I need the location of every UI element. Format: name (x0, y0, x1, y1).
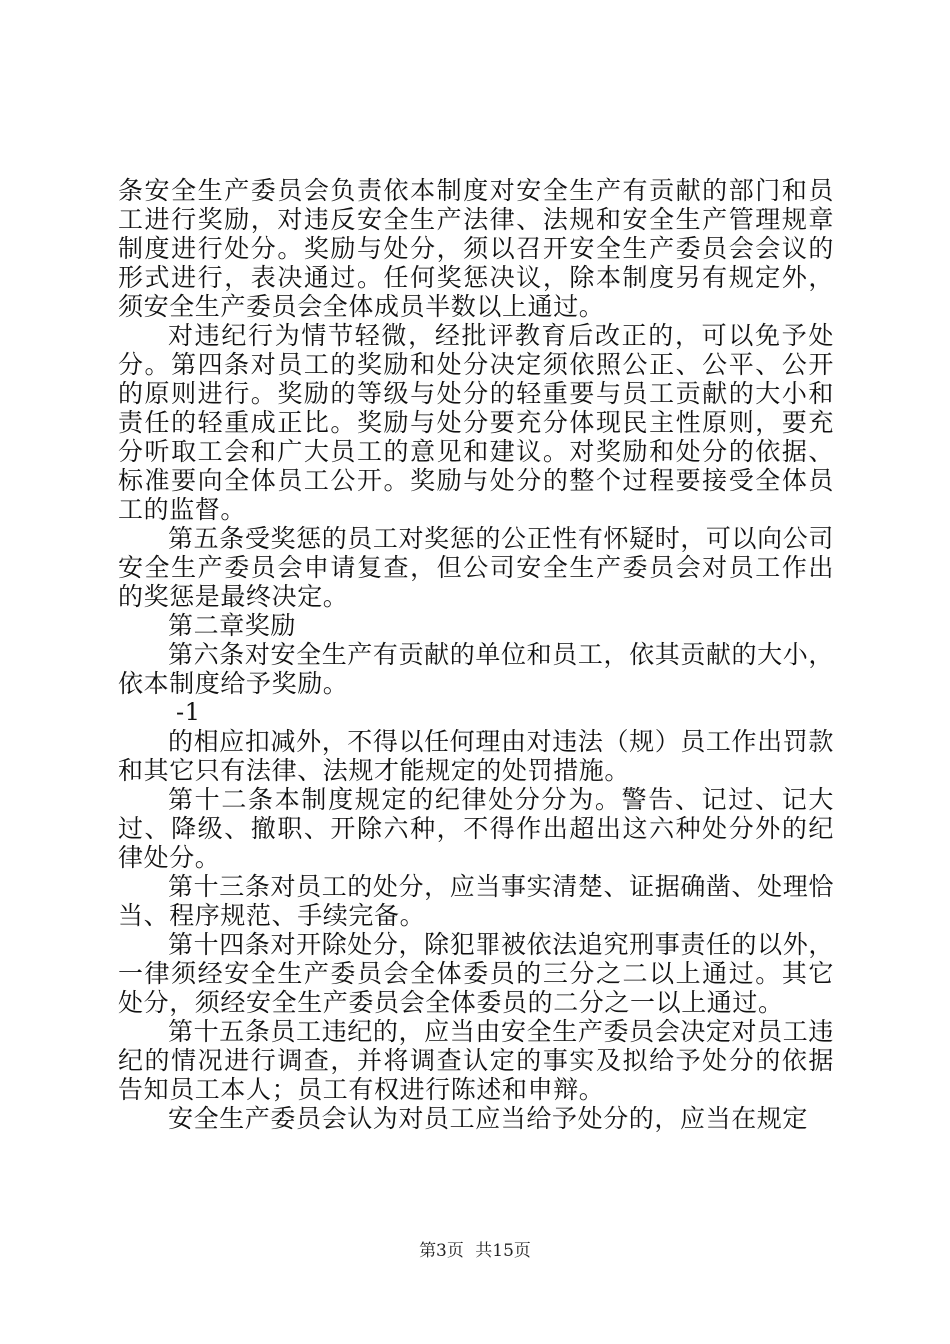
paragraph-article-5: 第五条受奖惩的员工对奖惩的公正性有怀疑时，可以向公司安全生产委员会申请复查，但公司安全生产委员会对员工作出的奖惩是最终决定。 (118, 524, 834, 611)
paragraph-article-4: 对违纪行为情节轻微，经批评教育后改正的，可以免予处分。第四条对员工的奖励和处分决定须依照公正、公平、公开的原则进行。奖励的等级与处分的轻重要与员工贡献的大小和责任的轻重成正比。奖励与处分要充分体现民主性原则，要充分听取工会和广大员工的意见和建议。对奖励和处分的依据、标准要向全体员工公开。奖励与处分的整个过程要接受全体员工的监督。 (118, 321, 834, 524)
paragraph-article-6: 第六条对安全生产有贡献的单位和员工，依其贡献的大小，依本制度给予奖励。 (118, 640, 834, 698)
page-total: 共15页 (475, 1241, 531, 1261)
paragraph-article-15: 第十五条员工违纪的，应当由安全生产委员会决定对员工违纪的情况进行调查，并将调查认定的事实及拟给予处分的依据告知员工本人；员工有权进行陈述和申辩。 (118, 1017, 834, 1104)
document-body (118, 176, 834, 1133)
paragraph-article-14: 第十四条对开除处分，除犯罪被依法追究刑事责任的以外，一律须经安全生产委员会全体委员的三分之二以上通过。其它处分，须经安全生产委员会全体委员的二分之一以上通过。 (118, 930, 834, 1017)
paragraph-article-12: 第十二条本制度规定的纪律处分分为。警告、记过、记大过、降级、撤职、开除六种，不得作出超出这六种处分外的纪律处分。 (118, 785, 834, 872)
paragraph-article-13: 第十三条对员工的处分，应当事实清楚、证据确凿、处理恰当、程序规范、手续完备。 (118, 872, 834, 930)
paragraph-continuation-2: 的相应扣减外，不得以任何理由对违法（规）员工作出罚款和其它只有法律、法规才能规定的处罚措施。 (118, 727, 834, 785)
page-footer (0, 1240, 950, 1262)
paragraph-continuation: 条安全生产委员会负责依本制度对安全生产有贡献的部门和员工进行奖励，对违反安全生产法律、法规和安全生产管理规章制度进行处分。奖励与处分，须以召开安全生产委员会会议的形式进行，表决通过。任何奖惩决议，除本制度另有规定外，须安全生产委员会全体成员半数以上通过。 (118, 176, 834, 321)
chapter-heading: 第二章奖励 (168, 611, 297, 640)
page-break-marker: -1 (176, 698, 201, 726)
page-number: 第3页 (419, 1241, 464, 1261)
paragraph-committee-decision: 安全生产委员会认为对员工应当给予处分的，应当在规定 (168, 1104, 809, 1133)
